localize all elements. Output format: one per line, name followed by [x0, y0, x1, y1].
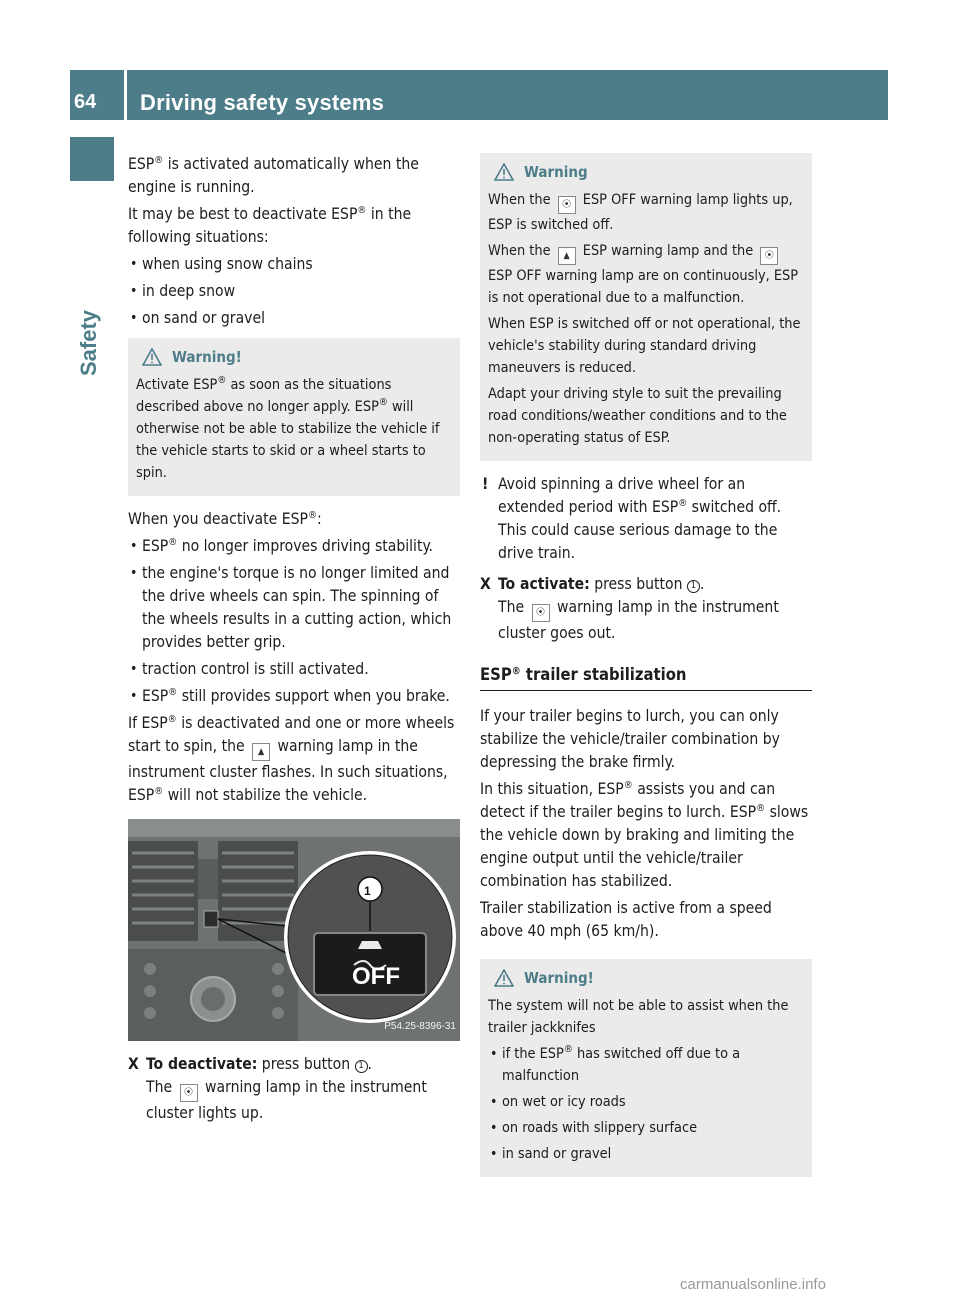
warning-text: Adapt your driving style to suit the prevailing road conditions/weather conditions and to the non-operating status of ESP. [488, 386, 787, 446]
trailer-paragraph: If your trailer begins to lurch, you can only stabilize the vehicle/trailer combination by depressing the brake firmly. [480, 707, 780, 771]
footer-watermark: carmanualsonline.info [680, 1276, 826, 1293]
warning-triangle-icon [142, 348, 162, 366]
dashboard-illustration [128, 819, 460, 1041]
callout-number: 1 [364, 884, 371, 898]
warning-box [128, 338, 460, 496]
intro-paragraph: ESP® is activated automatically when the engine is running. [128, 155, 419, 196]
section-heading: ESP® trailer stabilization [480, 663, 812, 691]
esp-off-lamp-icon: ⦿ [558, 196, 576, 214]
list-item: • when using snow chains [128, 253, 460, 276]
header-divider [124, 70, 127, 122]
when-deactivate: When you deactivate ESP®: [128, 510, 322, 528]
warning-text: When the ▲ ESP warning lamp and the ⦿ ESP OFF warning lamp are on continuously, ESP is not operational due to a malfunction. [488, 243, 799, 306]
list-item: • on sand or gravel [128, 307, 460, 330]
page-title: Driving safety systems [140, 90, 385, 115]
list-item: • in sand or gravel [488, 1143, 804, 1165]
page-number: 64 [74, 91, 97, 113]
esp-off-lamp-icon: ⦿ [532, 604, 550, 622]
list-item: • ESP® still provides support when you brake. [128, 685, 460, 708]
note: ! Avoid spinning a drive wheel for an extended period with ESP® switched off. This could cause serious damage to the drive train. [482, 475, 782, 562]
exclamation-icon: ! [482, 475, 489, 493]
trailer-paragraph: Trailer stabilization is active from a speed above 40 mph (65 km/h). [480, 899, 772, 940]
deactivate-step: X To deactivate: press button 1 . The ⦿ warning lamp in the instrument cluster lights up. [128, 1055, 427, 1122]
warning-text: When ESP is switched off or not operational, the vehicle's stability during standard driving maneuvers is reduced. [488, 316, 801, 376]
warning-box [480, 153, 812, 461]
right-column [480, 153, 812, 1189]
warning-text: Activate ESP® as soon as the situations described above no longer apply. ESP® will otherwise not be able to stabilize the vehicle if the vehicle starts to skid or a wheel starts to spin. [136, 375, 440, 481]
esp-off-lamp-icon: ⦿ [180, 1084, 198, 1102]
warning-text: The system will not be able to assist when the trailer jackknifes [488, 998, 789, 1036]
left-column [128, 153, 460, 1129]
esp-off-button-label: OFF [352, 963, 400, 990]
list-item: • traction control is still activated. [128, 658, 460, 681]
warning-header: Warning [488, 161, 804, 183]
photo-caption: P54.25-8396-31 [384, 1021, 456, 1032]
dashboard-photo [128, 819, 460, 1041]
esp-lamp-icon: ▲ [558, 247, 576, 265]
warning-text: When the ⦿ ESP OFF warning lamp lights up, ESP is switched off. [488, 192, 793, 233]
wheel-spin-paragraph: If ESP® is deactivated and one or more wheels start to spin, the ▲ warning lamp in the instrument cluster flashes. In such situations, ESP® will not stabilize the vehicle. [128, 714, 455, 804]
activate-step: X To activate: press button 1 . The ⦿ warning lamp in the instrument cluster goes out. [480, 575, 779, 642]
list-item: • ESP® no longer improves driving stability. [128, 535, 460, 558]
instruction-icon: X [128, 1055, 139, 1073]
instruction-icon: X [480, 575, 491, 593]
esp-off-lamp-icon: ⦿ [760, 247, 778, 265]
warning-triangle-icon [494, 969, 514, 987]
list-item: • the engine's torque is no longer limited and the drive wheels can spin. The spinning of the wheels results in a cutting action, which provides better grip. [128, 562, 460, 654]
section-marker [70, 137, 114, 181]
button-ref-icon: 1 [355, 1060, 368, 1073]
warning-triangle-icon [494, 163, 514, 181]
deactivate-intro: It may be best to deactivate ESP® in the following situations: [128, 205, 412, 246]
list-item: • if the ESP® has switched off due to a malfunction [488, 1043, 804, 1087]
esp-lamp-icon: ▲ [252, 743, 270, 761]
button-ref-icon: 1 [687, 580, 700, 593]
section-label: Safety [76, 309, 101, 376]
list-item: • on roads with slippery surface [488, 1117, 804, 1139]
list-item: • on wet or icy roads [488, 1091, 804, 1113]
list-item: • in deep snow [128, 280, 460, 303]
trailer-paragraph: In this situation, ESP® assists you and can detect if the trailer begins to lurch. ESP® slows the vehicle down by braking and limiting the engine output until the vehicle/trailer combination has stabilized. [480, 780, 809, 890]
warning-header: Warning! [136, 346, 452, 368]
warning-box [480, 959, 812, 1177]
warning-header: Warning! [488, 967, 804, 989]
